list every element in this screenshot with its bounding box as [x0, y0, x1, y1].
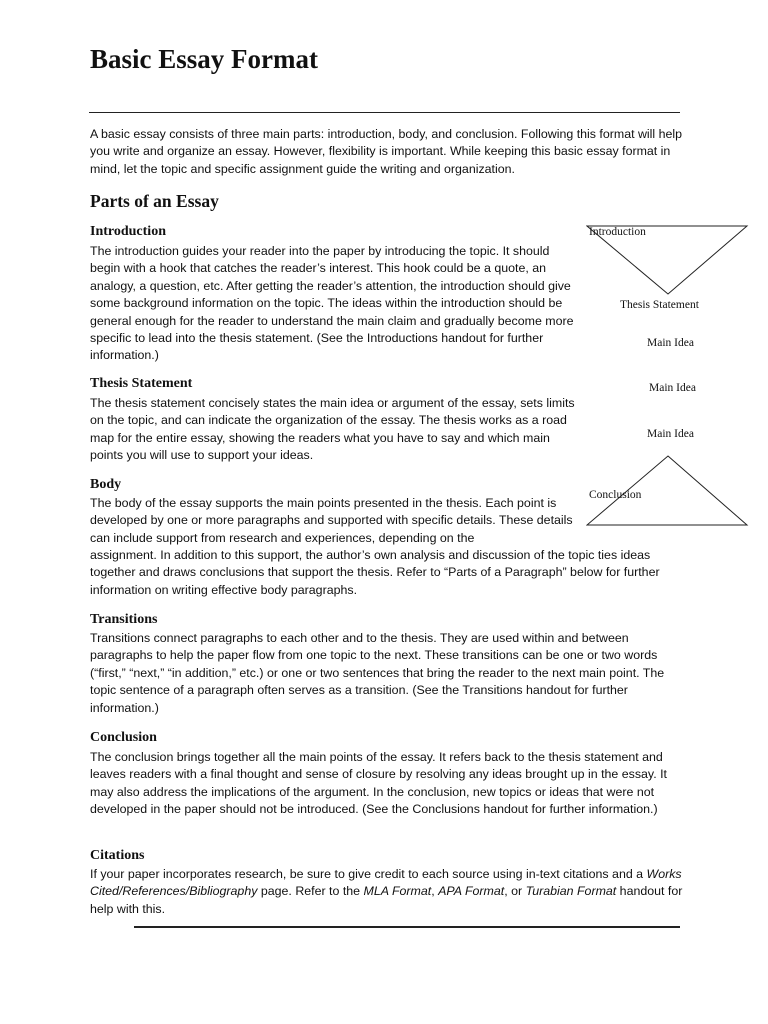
introduction-text: The introduction guides your reader into the paper by introducing the topic. It should begin with a hook that catches the reader’s interest. This hook could be a quote, an analogy, a question, etc. After getting the reader’s attention, the introduction should give some background information on the topic. The ideas within the introduction should be general enough for the reader to understand the main claim and gradually become more specific to lead into the thesis statement. (See the Introductions handout for further information.) [90, 244, 574, 363]
body-heading: Body [90, 477, 122, 492]
diagram-main-idea-2: Main Idea [649, 382, 696, 394]
works-cited-ref: Works Cited [90, 867, 682, 899]
turabian-format-ref: Turabian Format [525, 884, 617, 899]
parts-heading: Parts of an Essay [90, 191, 219, 211]
intro-paragraph: A basic essay consists of three main parts: introduction, body, and conclusion. Following this format will help you write and organize an essay. However, flexibility is important. While keeping this basic essay format in mind, let the topic and specific assignment guide the writing and organization. [90, 127, 683, 176]
introduction-heading: Introduction [90, 224, 166, 239]
diagram-introduction-label: Introduction [589, 226, 646, 238]
diagram-main-idea-3: Main Idea [647, 428, 694, 440]
transitions-text: Transitions connect paragraphs to each other and to the thesis. They are used within and between paragraphs to help the paper flow from one topic to the next. These transitions can be one or two words (“first,” “next,” “in addition,” etc.) or one or two sentences that bring the reader to the next main point. The topic sentence of a paragraph often serves as a transition. (See the Transitions handout for further information.) [90, 631, 665, 715]
bottom-divider [134, 926, 680, 928]
references-ref: References [122, 884, 186, 899]
transitions-heading: Transitions [90, 612, 158, 627]
page-title: Basic Essay Format [90, 44, 318, 74]
body-text-a: The body of the essay supports the main points presented in the thesis. Each point is developed by one or more paragraphs and supported with specific details. These details can include support from research and experiences, depending on the [90, 496, 573, 545]
apa-format-ref: APA Format [438, 884, 505, 899]
mla-format-ref: MLA Format [363, 884, 432, 899]
top-divider [89, 112, 680, 113]
essay-structure-diagram [586, 222, 752, 532]
diagram-main-idea-1: Main Idea [647, 337, 694, 349]
citations-heading: Citations [90, 848, 145, 863]
diagram-conclusion-label: Conclusion [589, 489, 642, 501]
citations-text: If your paper incorporates research, be sure to give credit to each source using in-text citations and a Works Cited/References/Bibliography page. Refer to the MLA Format, APA Format, or Turabian Format handout for help with this. [90, 867, 683, 916]
body-text-b: assignment. In addition to this support, the author’s own analysis and discussion of the topic ties ideas together and draws conclusions that support the thesis. Refer to “Parts of a Paragraph” below for further information on writing effective body paragraphs. [90, 548, 660, 597]
thesis-text: The thesis statement concisely states the main idea or argument of the essay, sets limits on the topic, and can indicate the organization of the essay. The thesis works as a road map for the entire essay, showing the readers what you have to say and which main points you will use to support your ideas. [90, 396, 575, 463]
conclusion-heading: Conclusion [90, 730, 157, 745]
conclusion-text: The conclusion brings together all the main points of the essay. It refers back to the thesis statement and leaves readers with a final thought and sense of closure by resolving any ideas brought up in the essay. It may also address the implications of the argument. In the conclusion, new topics or ideas that were not developed in the paper should not be introduced. (See the Conclusions handout for further information.) [90, 750, 667, 817]
diagram-thesis-label: Thesis Statement [620, 299, 699, 311]
bibliography-ref: Bibliography [189, 884, 258, 899]
thesis-heading: Thesis Statement [90, 376, 193, 391]
